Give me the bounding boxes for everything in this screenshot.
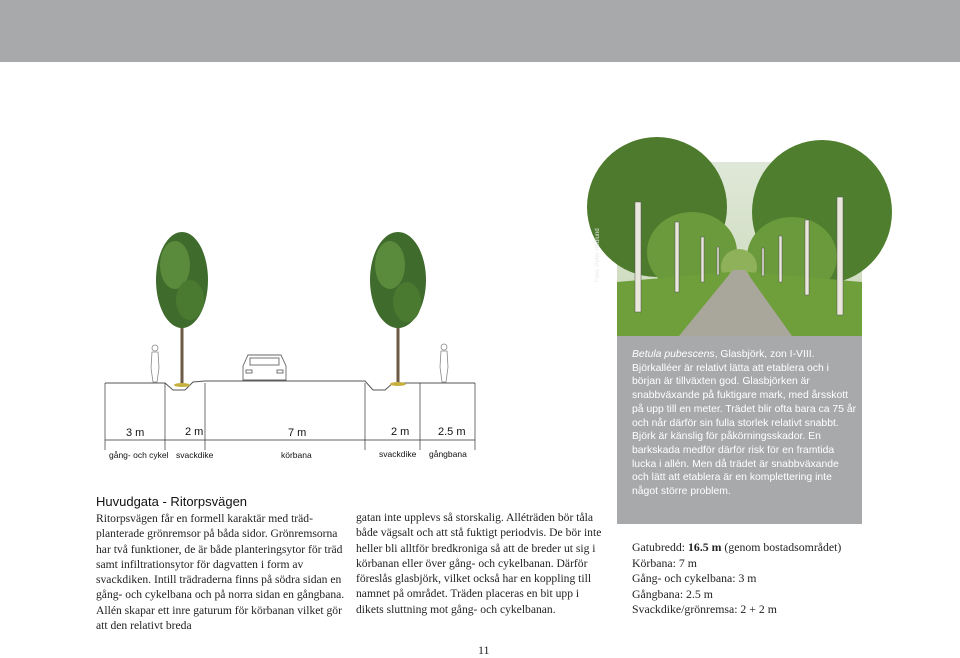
fact-swale: Svackdike/grönremsa: 2 + 2 m <box>632 602 777 616</box>
photo-credit: Foto: Peter Hedlund <box>595 228 601 282</box>
street-section-diagram <box>105 210 475 460</box>
fact-value: 16.5 m <box>688 540 722 554</box>
species-caption <box>632 348 857 499</box>
fact-walkway: Gångbana: 2.5 m <box>632 586 713 601</box>
label-dike-right: svackdike <box>379 449 417 459</box>
caption-para-2: Björk är känslig för påkörningsskador. En barkskada medför därför risk för en framtida lucka i allén. Men då trädet är snabbväxande och lätt att etablera är en komplettering inte något större problem. <box>632 431 839 498</box>
page-number: 11 <box>478 643 490 657</box>
fact-note: (genom bostadsområdet) <box>721 540 842 554</box>
label-road: körbana <box>281 450 312 460</box>
label-gc: gång- och cykel <box>109 450 169 460</box>
dim-dike-right-width: 2 m <box>391 426 410 438</box>
dim-gc-width: 3 m <box>126 427 145 439</box>
dim-road-width: 7 m <box>288 427 307 439</box>
label-dike-left: svackdike <box>176 450 214 460</box>
car-icon <box>243 355 286 380</box>
fact-street-width <box>632 540 872 556</box>
species-name: Betula pubescens <box>632 349 715 360</box>
dim-dike-left-width: 2 m <box>185 426 204 438</box>
label-walk: gångbana <box>429 449 467 459</box>
tree-right-icon <box>370 232 426 386</box>
street-facts <box>632 540 872 618</box>
body-column-2: gatan inte upplevs så storskalig. Alléträden bör tåla både vägsalt och att stå fuktigt periodvis. De bör inte heller bli alltför bredkroniga så att de breder ut sig i körbanan eller över gång- och cykelbanan. Därför föreslås glasbjörk, vilket också har en koppling till namnet på området. Träden placeras en bit upp i dikets sluttning mot gång- och cykelbanan. <box>356 511 602 616</box>
species-description: , Glasbjörk, zon I-VIII. Björkalléer är relativt lätta att etablera och i början är tillväxten god. Glasbjörken är snabbväxande på fuktigare mark, med årsskott på upp till en meter. Trädet blir ofta bara ca 75 år och når därför sin fulla storlek relativt snabbt. <box>632 349 857 429</box>
fact-road: Körbana: 7 m <box>632 555 697 570</box>
pedestrian-left-icon <box>151 345 159 382</box>
section-drawing <box>105 210 475 460</box>
birch-alley-photo <box>595 162 862 336</box>
top-banner <box>0 0 960 62</box>
pedestrian-right-icon <box>440 344 448 382</box>
fact-gc-path: Gång- och cykelbana: 3 m <box>632 571 757 585</box>
tree-left-icon <box>156 232 208 387</box>
dim-walk-width: 2.5 m <box>438 426 466 438</box>
section-heading: Huvudgata - Ritorpsvägen <box>96 494 248 509</box>
body-column-1: Ritorpsvägen får en formell karaktär med trädplanterade grönremsor på båda sidor. Grönremsorna har två funktioner, de är både planteringsytor för träd samt infiltrationsytor för dagvatten i form av svackdiken. Intill trädraderna finns på södra sidan en gång- och cykelbana och på norra sidan en gångbana. Allén skapar ett inre gaturum för körbanan vilket gör att den relativt breda <box>96 512 345 633</box>
fact-label: Gatubredd: <box>632 540 689 554</box>
caption-para-1 <box>632 348 857 430</box>
